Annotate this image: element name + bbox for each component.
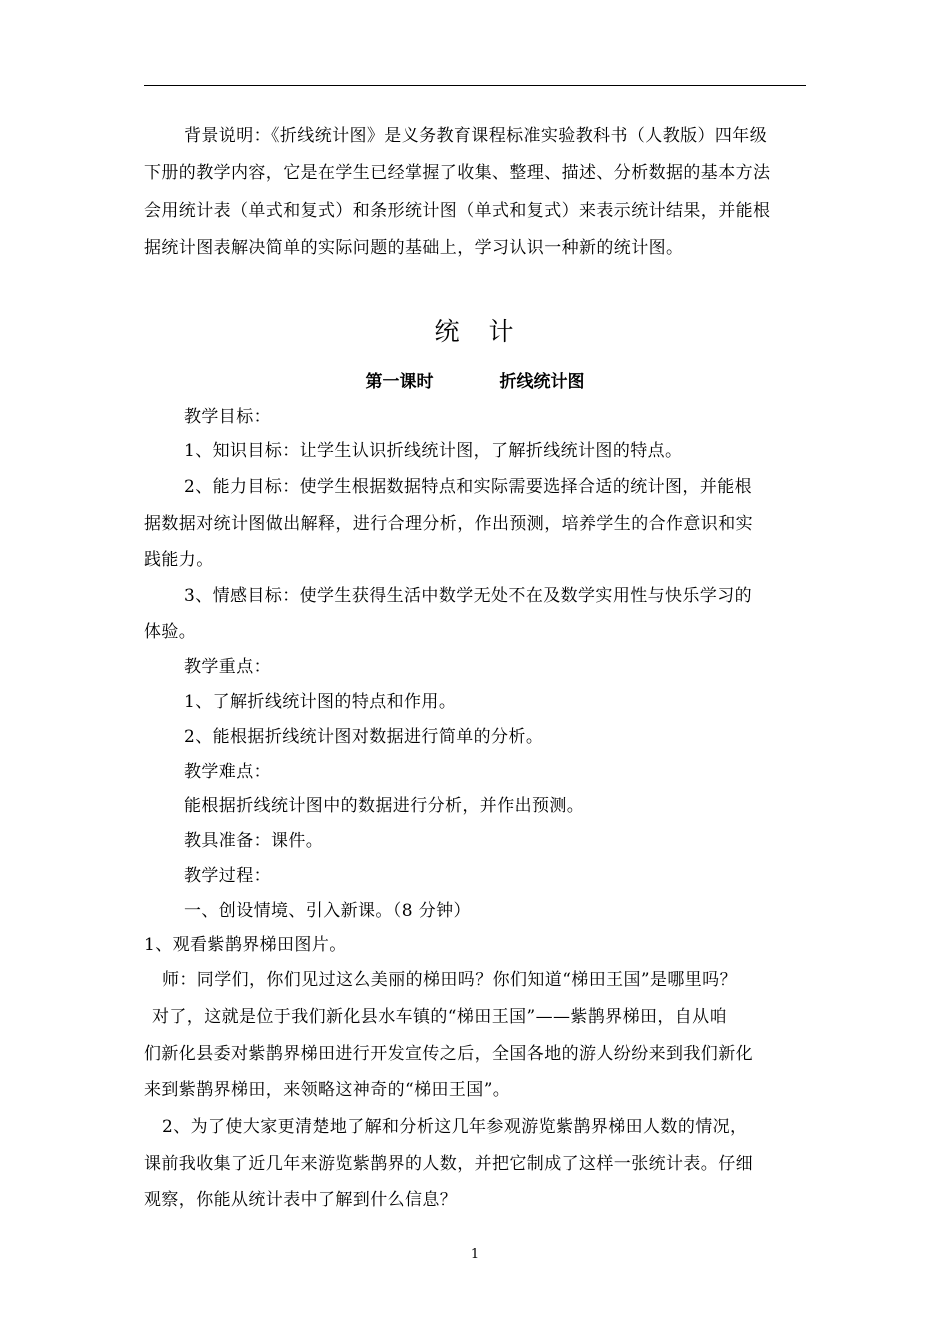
background-line-4: 据统计图表解决简单的实际问题的基础上，学习认识一种新的统计图。 xyxy=(144,238,684,258)
answer-line-1: 对了，这就是位于我们新化县水车镇的“梯田王国”——紫鹊界梯田，自从咱 xyxy=(152,1007,727,1027)
background-line-2: 下册的教学内容，它是在学生已经掌握了收集、整理、描述、分析数据的基本方法 xyxy=(144,163,771,183)
page-number: 1 xyxy=(470,1247,480,1262)
process-heading: 教学过程： xyxy=(184,866,271,886)
page-title: 统 计 xyxy=(434,317,516,346)
answer-line-3: 来到紫鹊界梯田，来领略这神奇的“梯田王国”。 xyxy=(144,1080,511,1100)
goal-ability-line-3: 践能力。 xyxy=(144,550,214,570)
header-rule xyxy=(144,85,806,86)
difficult-points-heading: 教学难点： xyxy=(184,762,271,782)
lesson-subtitle xyxy=(0,370,950,394)
teaching-tools: 教具准备：课件。 xyxy=(184,831,324,851)
point-2-line-1: 2、为了使大家更清楚地了解和分析这几年参观游览紫鹊界梯田人数的情况， xyxy=(162,1117,748,1137)
goal-emotion-line-1: 3、情感目标：使学生获得生活中数学无处不在及数学实用性与快乐学习的 xyxy=(184,586,753,606)
difficult-point-1: 能根据折线统计图中的数据进行分析，并作出预测。 xyxy=(184,796,585,816)
background-line-3: 会用统计表（单式和复式）和条形统计图（单式和复式）来表示统计结果，并能根 xyxy=(144,201,771,221)
answer-line-2: 们新化县委对紫鹊界梯田进行开发宣传之后，全国各地的游人纷纷来到我们新化 xyxy=(144,1044,753,1064)
lesson-number: 第一课时 xyxy=(365,372,434,392)
point-2-line-3: 观察，你能从统计表中了解到什么信息？ xyxy=(144,1190,458,1210)
goal-emotion-line-2: 体验。 xyxy=(144,622,197,642)
goal-ability-line-2: 据数据对统计图做出解释，进行合理分析，作出预测，培养学生的合作意识和实 xyxy=(144,514,753,534)
goal-knowledge: 1、知识目标：让学生认识折线统计图，了解折线统计图的特点。 xyxy=(184,441,683,461)
key-point-1: 1、了解折线统计图的特点和作用。 xyxy=(184,692,457,712)
key-points-heading: 教学重点： xyxy=(184,657,271,677)
point-2-line-2: 课前我收集了近几年来游览紫鹊界的人数，并把它制成了这样一张统计表。仔细 xyxy=(144,1154,753,1174)
goals-heading: 教学目标： xyxy=(184,407,271,427)
watch-pictures: 1、观看紫鹊界梯田图片。 xyxy=(144,935,347,955)
key-point-2: 2、能根据折线统计图对数据进行简单的分析。 xyxy=(184,727,544,747)
goal-ability-line-1: 2、能力目标：使学生根据数据特点和实际需要选择合适的统计图，并能根 xyxy=(184,477,753,497)
background-line-1: 背景说明：《折线统计图》是义务教育课程标准实验教科书（人教版）四年级 xyxy=(184,126,768,146)
lesson-topic: 折线统计图 xyxy=(499,372,585,392)
teacher-question: 师：同学们，你们见过这么美丽的梯田吗？你们知道“梯田王国”是哪里吗？ xyxy=(162,970,737,990)
process-step-1: 一、创设情境、引入新课。（8 分钟） xyxy=(184,901,471,921)
